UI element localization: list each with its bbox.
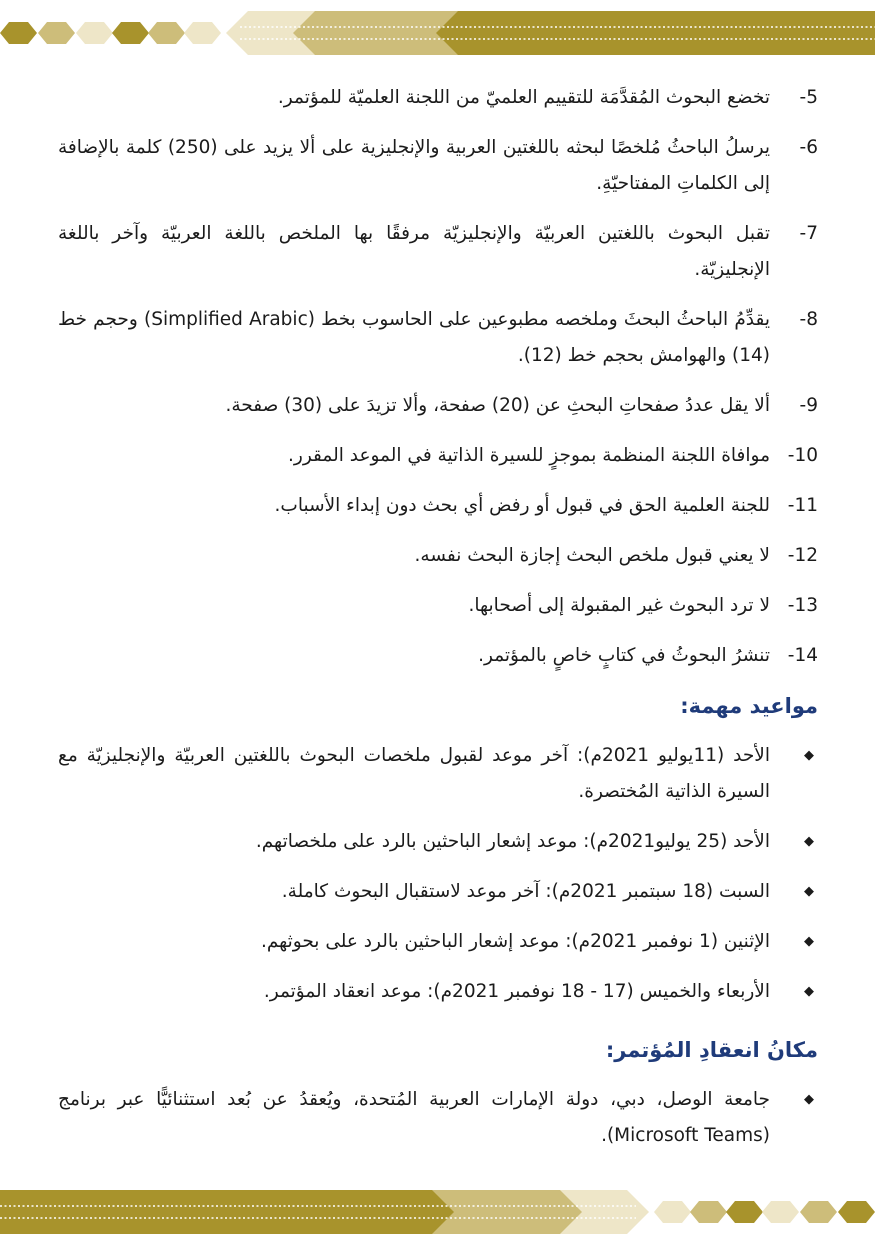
list-item — [58, 538, 818, 574]
hexagon-icon — [690, 1201, 727, 1223]
header-decoration-svg — [0, 11, 875, 55]
item-number: -7 — [799, 223, 818, 244]
list-item — [58, 588, 818, 624]
hexagon-icon — [762, 1201, 799, 1223]
hexagon-icon — [38, 22, 75, 44]
item-number: -11 — [787, 495, 818, 516]
item-text: الإثنين (1 نوفمبر 2021م): موعد إشعار الباحثين بالرد على بحوثهم. — [260, 931, 770, 952]
item-number: -6 — [799, 137, 818, 158]
diamond-bullet-icon: ◆ — [804, 984, 814, 999]
diamond-bullet-icon: ◆ — [804, 834, 814, 849]
item-text: جامعة الوصل، دبي، دولة الإمارات العربية المُتحدة، ويُعقدُ عن بُعد استثنائيًّا عبر برنامج (Microsoft Teams). — [58, 1089, 770, 1146]
item-text: الأحد (11يوليو 2021م): آخر موعد لقبول ملخصات البحوث باللغتين العربيّة والإنجليزيّة مع السيرة الذاتية المُختصرة. — [58, 745, 771, 802]
hexagon-icon — [654, 1201, 691, 1223]
item-text: لا يعني قبول ملخص البحث إجازة البحث نفسه. — [414, 545, 770, 566]
ribbon-dark — [436, 11, 875, 55]
document-body — [58, 80, 818, 1168]
item-number: -10 — [787, 445, 818, 466]
item-text: تخضع البحوث المُقدَّمَة للتقييم العلميّ من اللجنة العلميّة للمؤتمر. — [277, 87, 770, 108]
list-item — [58, 388, 818, 424]
dates-heading: مواعيد مهمة: — [680, 694, 818, 718]
hexagon-icon — [838, 1201, 875, 1223]
hexagon-icon — [0, 22, 37, 44]
hexagon-icon — [184, 22, 221, 44]
item-text: الأربعاء والخميس (17 - 18 نوفمبر 2021م): موعد انعقاد المؤتمر. — [263, 981, 770, 1002]
footer-decoration-svg — [0, 1190, 875, 1234]
header-decoration — [0, 11, 875, 55]
item-number: -9 — [799, 395, 818, 416]
item-number: -13 — [787, 595, 818, 616]
dates-list — [58, 738, 818, 1010]
list-item — [58, 924, 818, 960]
footer-decoration — [0, 1190, 875, 1234]
item-number: -12 — [787, 545, 818, 566]
venue-heading: مكانُ انعقادِ المُؤتمر: — [605, 1038, 818, 1062]
list-item — [58, 80, 818, 116]
item-text: لا ترد البحوث غير المقبولة إلى أصحابها. — [468, 595, 770, 616]
list-item — [58, 824, 818, 860]
item-number: -8 — [799, 309, 818, 330]
item-text: ألا يقل عددُ صفحاتِ البحثِ عن (20) صفحة، وألا تزيدَ على (30) صفحة. — [225, 395, 770, 416]
hexagon-icon — [726, 1201, 763, 1223]
item-text: موافاة اللجنة المنظمة بموجزٍ للسيرة الذاتية في الموعد المقرر. — [288, 445, 770, 466]
diamond-bullet-icon: ◆ — [804, 1092, 814, 1107]
list-item — [58, 638, 818, 674]
item-text: يقدِّمُ الباحثُ البحثَ وملخصه مطبوعين على الحاسوب بخط (Simplified Arabic) وحجم خط (14) والهوامش بحجم خط (12). — [58, 309, 770, 366]
venue-list — [58, 1082, 818, 1154]
list-item — [58, 438, 818, 474]
list-item — [58, 302, 818, 374]
list-item — [58, 488, 818, 524]
hexagon-icon — [800, 1201, 837, 1223]
conditions-list — [58, 80, 818, 674]
item-text: تنشرُ البحوثُ في كتابٍ خاصٍ بالمؤتمر. — [478, 645, 770, 666]
list-item — [58, 130, 818, 202]
item-number: -5 — [799, 87, 818, 108]
list-item — [58, 1082, 818, 1154]
list-item — [58, 738, 818, 810]
diamond-bullet-icon: ◆ — [804, 934, 814, 949]
ribbon-dark — [0, 1190, 454, 1234]
list-item — [58, 974, 818, 1010]
item-text: السبت (18 سبتمبر 2021م): آخر موعد لاستقبال البحوث كاملة. — [281, 881, 770, 902]
list-item — [58, 216, 818, 288]
diamond-bullet-icon: ◆ — [804, 884, 814, 899]
item-text: تقبل البحوث باللغتين العربيّة والإنجليزيّة مرفقًا بها الملخص باللغة العربيّة وآخر باللغة الإنجليزيّة. — [58, 223, 770, 280]
hexagon-icon — [76, 22, 113, 44]
hexagon-icon — [148, 22, 185, 44]
list-item — [58, 874, 818, 910]
item-text: يرسلُ الباحثُ مُلخصًا لبحثه باللغتين العربية والإنجليزية على ألا يزيد على (250) كلمة بالإضافة إلى الكلماتِ المفتاحيّةِ. — [58, 137, 770, 194]
item-text: للجنة العلمية الحق في قبول أو رفض أي بحث دون إبداء الأسباب. — [274, 495, 770, 516]
item-text: الأحد (25 يوليو2021م): موعد إشعار الباحثين بالرد على ملخصاتهم. — [255, 831, 770, 852]
item-number: -14 — [787, 645, 818, 666]
hexagon-icon — [112, 22, 149, 44]
diamond-bullet-icon: ◆ — [804, 748, 814, 763]
